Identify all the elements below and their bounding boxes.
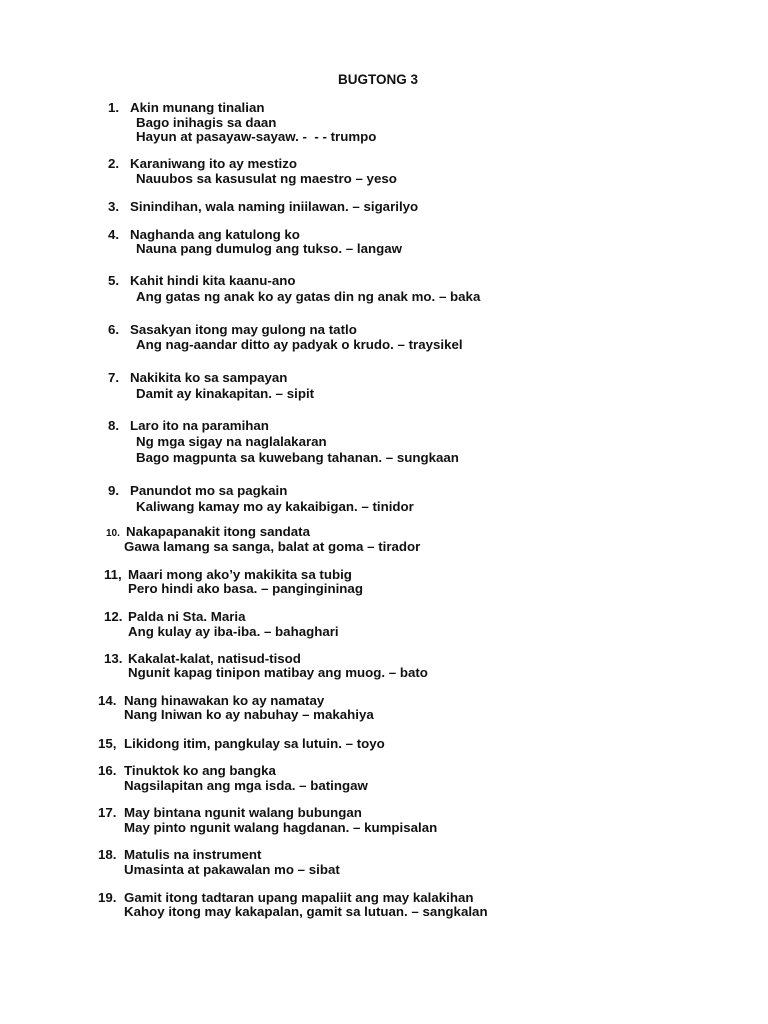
riddle-number: 7.: [108, 370, 120, 385]
riddle-line: Kahoy itong may kakapalan, gamit sa lutuan. – sangkalan: [124, 904, 488, 919]
riddle-line: Ang kulay ay iba-iba. – bahaghari: [128, 624, 339, 639]
riddle-line: May bintana ngunit walang bubungan: [124, 805, 362, 820]
riddle-number: 2.: [108, 156, 120, 171]
riddle-number: 17.: [98, 805, 117, 820]
riddle-number: 1.: [108, 100, 120, 115]
riddle-line: Umasinta at pakawalan mo – sibat: [124, 862, 340, 877]
riddle-number: 15,: [98, 736, 117, 751]
riddle-number: 9.: [108, 483, 120, 498]
riddle-line: May pinto ngunit walang hagdanan. – kumpisalan: [124, 820, 438, 835]
riddle-line: Nakapapanakit itong sandata: [126, 524, 310, 539]
riddle-number: 5.: [108, 273, 120, 288]
riddle-line: Panundot mo sa pagkain: [130, 483, 288, 498]
riddle-number: 18.: [98, 847, 117, 862]
page-title: BUGTONG 3: [338, 72, 419, 87]
riddle-line: Hayun at pasayaw-sayaw. - - - trumpo: [136, 129, 377, 144]
riddle-line: Nang Iniwan ko ay nabuhay – makahiya: [124, 707, 374, 722]
riddle-number: 8.: [108, 418, 120, 433]
riddle-number: 11,: [104, 567, 122, 582]
riddle-number: 3.: [108, 199, 120, 214]
riddle-line: Matulis na instrument: [124, 847, 262, 862]
riddle-line: Nauubos sa kasusulat ng maestro – yeso: [136, 171, 397, 186]
riddle-line: Maari mong ako’y makikita sa tubig: [128, 567, 352, 582]
riddle-line: Nauna pang dumulog ang tukso. – langaw: [136, 241, 402, 256]
riddle-line: Palda ni Sta. Maria: [128, 609, 246, 624]
riddle-line: Ng mga sigay na naglalakaran: [136, 434, 327, 449]
riddle-line: Karaniwang ito ay mestizo: [130, 156, 297, 171]
riddle-line: Gamit itong tadtaran upang mapaliit ang may kalakihan: [124, 890, 474, 905]
riddle-line: Pero hindi ako basa. – pangingininag: [128, 581, 363, 596]
riddle-number: 6.: [108, 322, 120, 337]
riddle-number: 10.: [106, 528, 120, 539]
riddle-line: Bago magpunta sa kuwebang tahanan. – sungkaan: [136, 450, 459, 465]
riddle-number: 14.: [98, 693, 117, 708]
riddle-line: Akin munang tinalian: [130, 100, 265, 115]
riddle-line: Laro ito na paramihan: [130, 418, 269, 433]
riddle-line: Ang gatas ng anak ko ay gatas din ng anak mo. – baka: [136, 289, 481, 304]
riddle-line: Kaliwang kamay mo ay kakaibigan. – tinidor: [136, 499, 414, 514]
riddle-line: Bago inihagis sa daan: [136, 115, 277, 130]
riddle-line: Kakalat-kalat, natisud-tisod: [128, 651, 301, 666]
riddle-line: Nang hinawakan ko ay namatay: [124, 693, 325, 708]
riddle-line: Ang nag-aandar ditto ay padyak o krudo. – traysikel: [136, 337, 463, 352]
riddle-number: 16.: [98, 763, 117, 778]
riddle-line: Kahit hindi kita kaanu-ano: [130, 273, 296, 288]
riddle-line: Ngunit kapag tinipon matibay ang muog. – bato: [128, 665, 428, 680]
riddle-line: Gawa lamang sa sanga, balat at goma – tirador: [124, 539, 421, 554]
riddle-line: Naghanda ang katulong ko: [130, 227, 300, 242]
riddle-line: Likidong itim, pangkulay sa lutuin. – toyo: [124, 736, 385, 751]
riddle-line: Tinuktok ko ang bangka: [124, 763, 276, 778]
riddle-line: Sinindihan, wala naming iniilawan. – sigarilyo: [130, 199, 419, 214]
riddle-number: 12.: [104, 609, 123, 624]
riddle-line: Damit ay kinakapitan. – sipit: [136, 386, 315, 401]
riddle-number: 13.: [104, 651, 123, 666]
riddle-line: Nakikita ko sa sampayan: [130, 370, 288, 385]
riddle-line: Sasakyan itong may gulong na tatlo: [130, 322, 357, 337]
riddle-number: 19.: [98, 890, 117, 905]
riddle-line: Nagsilapitan ang mga isda. – batingaw: [124, 778, 368, 793]
riddle-number: 4.: [108, 227, 120, 242]
